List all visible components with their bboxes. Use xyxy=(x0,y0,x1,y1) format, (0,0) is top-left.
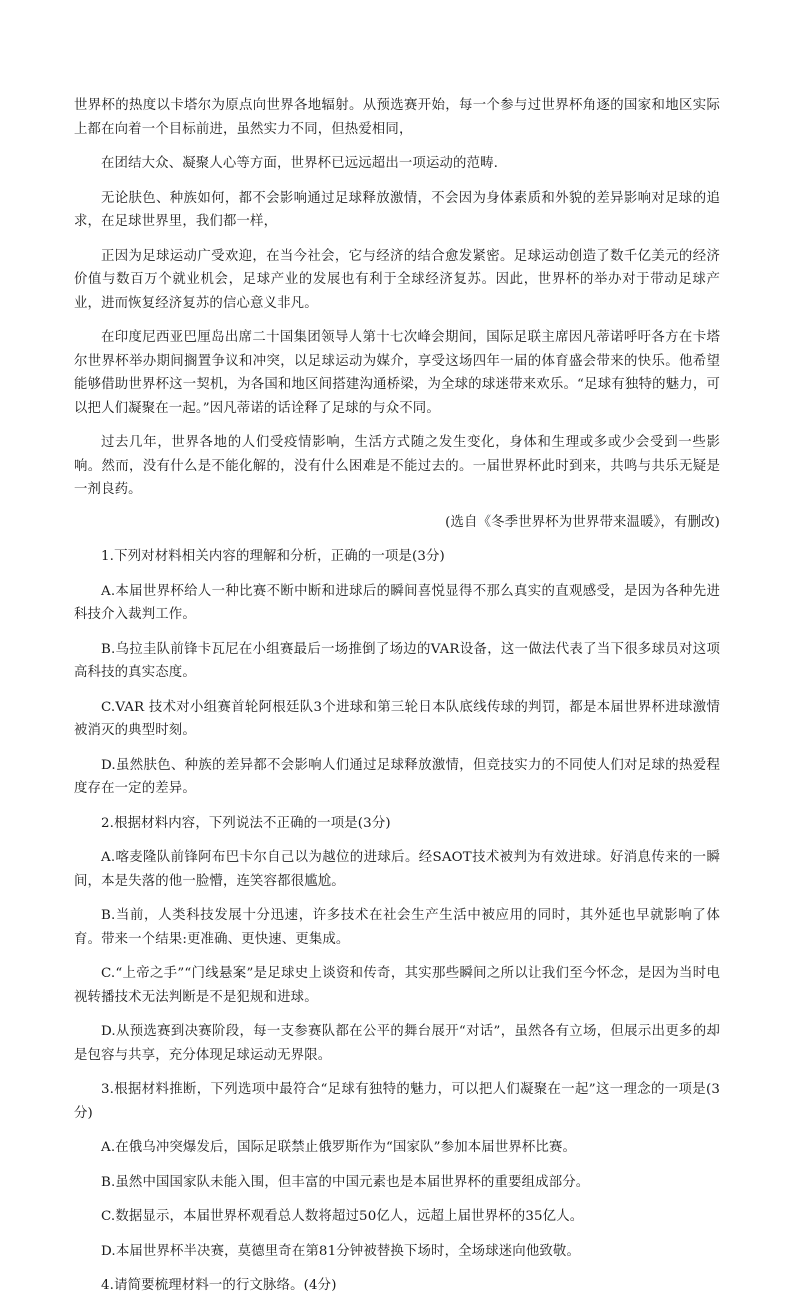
passage-paragraph-5: 在印度尼西亚巴厘岛出席二十国集团领导人第十七次峰会期间，国际足联主席因凡蒂诺呼吁各方在卡塔尔世界杯举办期间搁置争议和冲突，以足球运动为媒介，享受这场四年一届的体育盛会带来的快乐。他希望能够借助世界杯这一契机，为各国和地区间搭建沟通桥梁，为全球的球迷带来欢乐。“足球有独特的魅力，可以把人们凝聚在一起。”因凡蒂诺的话诠释了足球的与众不同。 xyxy=(74,330,720,416)
option-c: C.“上帝之手”“门线悬案”是足球史上谈资和传奇，其实那些瞬间之所以让我们至今怀念，是因为当时电视转播技术无法判断是不是犯规和进球。 xyxy=(74,966,720,1005)
passage xyxy=(74,94,720,534)
question-stem: 4.请简要梳理材料一的行文脉络。(4分) xyxy=(101,1278,337,1293)
passage-paragraph-3: 无论肤色、种族如何，都不会影响通过足球释放激情，不会因为身体素质和外貌的差异影响对足球的追求，在足球世界里，我们都一样， xyxy=(74,190,720,229)
option-d: D.本届世界杯半决赛，莫德里奇在第81分钟被替换下场时，全场球迷向他致敬。 xyxy=(101,1243,580,1259)
passage-paragraph-1: 世界杯的热度以卡塔尔为原点向世界各地辐射。从预选赛开始，每一个参与过世界杯角逐的国家和地区实际上都在向着一个目标前进，虽然实力不同，但热爱相同， xyxy=(74,98,720,137)
question-2 xyxy=(74,812,720,1068)
option-b: B.乌拉圭队前锋卡瓦尼在小组赛最后一场推倒了场边的VAR设备，这一做法代表了当下很多球员对这项高科技的真实态度。 xyxy=(74,641,720,680)
option-c: C.VAR 技术对小组赛首轮阿根廷队3个进球和第三轮日本队底线传球的判罚，都是本届世界杯进球激情被消灭的典型时刻。 xyxy=(74,699,720,738)
option-c: C.数据显示，本届世界杯观看总人数将超过50亿人，远超上届世界杯的35亿人。 xyxy=(101,1209,584,1224)
passage-paragraph-2: 在团结大众、凝聚人心等方面，世界杯已远远超出一项运动的范畴. xyxy=(101,156,499,171)
question-4 xyxy=(74,1274,720,1298)
question-1 xyxy=(74,545,720,801)
passage-paragraph-4: 正因为足球运动广受欢迎，在当今社会，它与经济的结合愈发紧密。足球运动创造了数千亿美元的经济价值与数百万个就业机会，足球产业的发展也有利于全球经济复苏。因此，世界杯的举办对于带动足球产业，进而恢复经济复苏的信心意义非凡。 xyxy=(74,248,720,311)
question-stem: 2.根据材料内容，下列说法不正确的一项是(3分) xyxy=(101,815,391,831)
option-a: A.本届世界杯给人一种比赛不断中断和进球后的瞬间喜悦显得不那么真实的直观感受，是因为各种先进科技介入裁判工作。 xyxy=(74,583,720,622)
passage-paragraph-6: 过去几年，世界各地的人们受疫情影响，生活方式随之发生变化，身体和生理或多或少会受到一些影响。然而，没有什么是不能化解的，没有什么困难是不能过去的。一届世界杯此时到来，共鸣与共乐无疑是一剂良药。 xyxy=(74,435,720,497)
exam-page xyxy=(74,94,720,1309)
question-3 xyxy=(74,1078,720,1263)
option-a: A.在俄乌冲突爆发后，国际足联禁止俄罗斯作为“国家队”参加本届世界杯比赛。 xyxy=(101,1140,577,1155)
question-stem: 1.下列对材料相关内容的理解和分析，正确的一项是(3分) xyxy=(101,549,445,564)
passage-source: (选自《冬季世界杯为世界带来温暖》，有删改) xyxy=(445,514,720,530)
option-d: D.虽然肤色、种族的差异都不会影响人们通过足球释放激情，但竞技实力的不同使人们对足球的热爱程度存在一定的差异。 xyxy=(74,757,720,796)
question-stem: 3.根据材料推断，下列选项中最符合“足球有独特的魅力，可以把人们凝聚在一起”这一理念的一项是(3分) xyxy=(74,1082,720,1121)
option-b: B.虽然中国国家队未能入围，但丰富的中国元素也是本届世界杯的重要组成部分。 xyxy=(101,1174,590,1190)
option-d: D.从预选赛到决赛阶段，每一支参赛队都在公平的舞台展开“对话”，虽然各有立场，但展示出更多的却是包容与共享，充分体现足球运动无界限。 xyxy=(74,1024,720,1063)
option-a: A.喀麦隆队前锋阿布巴卡尔自己以为越位的进球后。经SAOT技术被判为有效进球。好消息传来的一瞬间，本是失落的他一脸懵，连笑容都很尴尬。 xyxy=(74,850,720,889)
option-b: B.当前，人类科技发展十分迅速，许多技术在社会生产生活中被应用的同时，其外延也早就影响了体育。带来一个结果:更准确、更快速、更集成。 xyxy=(74,908,720,947)
